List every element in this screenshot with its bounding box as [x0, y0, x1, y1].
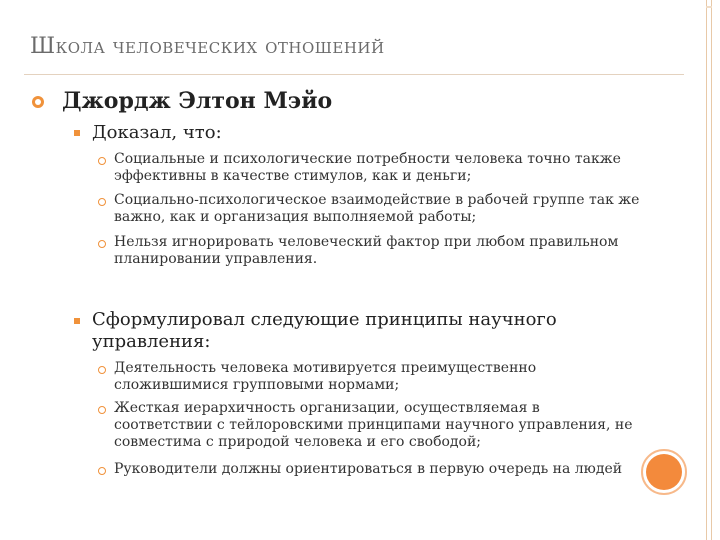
list-item: Деятельность человека мотивируется преимущественно сложившимися групповыми нормами; [114, 360, 537, 393]
title-divider [24, 74, 684, 75]
person-name: Джордж Элтон Мэйо [62, 88, 333, 114]
level3-bullet-icon [98, 467, 106, 475]
level3-bullet-icon [98, 406, 106, 414]
slide-title: Школа человеческих отношений [30, 34, 385, 59]
slide-frame-accent [706, 6, 712, 8]
section-heading-principles: Сформулировал следующие принципы научного управления: [92, 309, 557, 352]
list-item: Нельзя игнорировать человеческий фактор при любом правильном планировании управления. [114, 234, 619, 267]
list-item: Руководители должны ориентироваться в первую очередь на людей [114, 461, 623, 477]
decorative-circle-icon [646, 454, 682, 490]
list-item: Жесткая иерархичность организации, осуществляемая в соответствии с тейлоровскими принципами научного управления, не совместима с природой человека и его свободой; [114, 400, 633, 450]
slide-frame-right [706, 0, 712, 540]
level3-bullet-icon [98, 157, 106, 165]
level3-bullet-icon [98, 240, 106, 248]
level3-bullet-icon [98, 366, 106, 374]
section-heading-proved: Доказал, что: [92, 122, 222, 143]
level2-bullet-icon [74, 130, 80, 136]
level2-bullet-icon [74, 318, 80, 324]
list-item: Социально-психологическое взаимодействие в рабочей группе так же важно, как и организация выполняемой работы; [114, 192, 640, 225]
level3-bullet-icon [98, 198, 106, 206]
level1-bullet-icon [32, 96, 44, 108]
list-item: Социальные и психологические потребности человека точно также эффективны в качестве стимулов, как и деньги; [114, 151, 621, 184]
